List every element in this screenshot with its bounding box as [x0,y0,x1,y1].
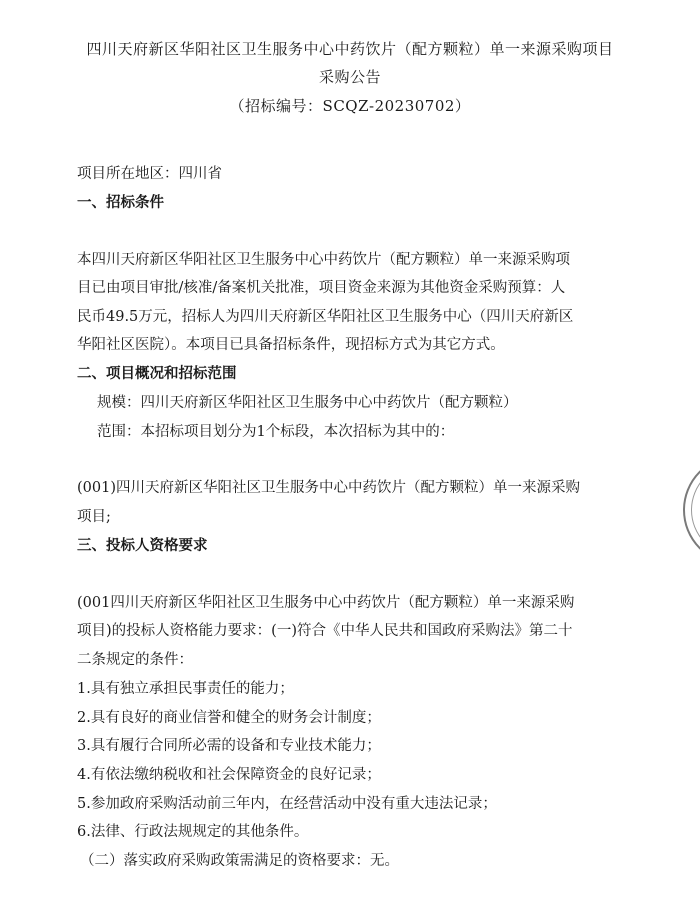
qualification-intro-line: 项目)的投标人资格能力要求：(一)符合《中华人民共和国政府采购法》第二十 [77,623,573,639]
lot-line: 项目; [77,509,111,525]
official-seal-edge [683,455,700,565]
bid-number: （招标编号：SCQZ-20230702） [229,97,471,115]
project-scope: 范围：本招标项目划分为1个标段，本次招标为其中的： [97,424,455,440]
section-1-line: 华阳社区医院）。本项目已具备招标条件，现招标方式为其它方式。 [77,337,505,353]
project-scale: 规模：四川天府新区华阳社区卫生服务中心中药饮片（配方颗粒） [97,395,518,411]
section-1-line: 民币49.5万元，招标人为四川天府新区华阳社区卫生服务中心（四川天府新区 [77,309,574,325]
section-3-heading: 三、投标人资格要求 [77,537,208,554]
qualification-intro-line: 二条规定的条件： [77,652,193,668]
lot-line: (001)四川天府新区华阳社区卫生服务中心中药饮片（配方颗粒）单一来源采购 [77,480,580,496]
project-region: 项目所在地区：四川省 [77,166,222,182]
qualification-item: 4.有依法缴纳税收和社会保障资金的良好记录； [77,767,381,783]
section-1-line: 目已由项目审批/核准/备案机关批准，项目资金来源为其他资金采购预算：人 [77,280,566,296]
section-1-line: 本四川天府新区华阳社区卫生服务中心中药饮片（配方颗粒）单一来源采购项 [77,252,570,268]
qualification-item: 1.具有独立承担民事责任的能力； [77,681,294,697]
qualification-item: 2.具有良好的商业信誉和健全的财务会计制度； [77,710,381,726]
section-2-heading: 二、项目概况和招标范围 [77,365,237,382]
qualification-item: 6.法律、行政法规规定的其他条件。 [77,824,309,840]
title-line-2: 采购公告 [318,68,381,86]
section-1-heading: 一、招标条件 [77,194,164,211]
qualification-item: 5.参加政府采购活动前三年内，在经营活动中没有重大违法记录； [77,796,497,812]
qualification-intro-line: (001四川天府新区华阳社区卫生服务中心中药饮片（配方颗粒）单一来源采购 [77,595,575,611]
qualification-item: 3.具有履行合同所必需的设备和专业技术能力； [77,738,381,754]
title-line-1: 四川天府新区华阳社区卫生服务中心中药饮片（配方颗粒）单一来源采购项目 [86,40,614,58]
policy-requirement: （二）落实政府采购政策需满足的资格要求：无。 [80,853,399,869]
